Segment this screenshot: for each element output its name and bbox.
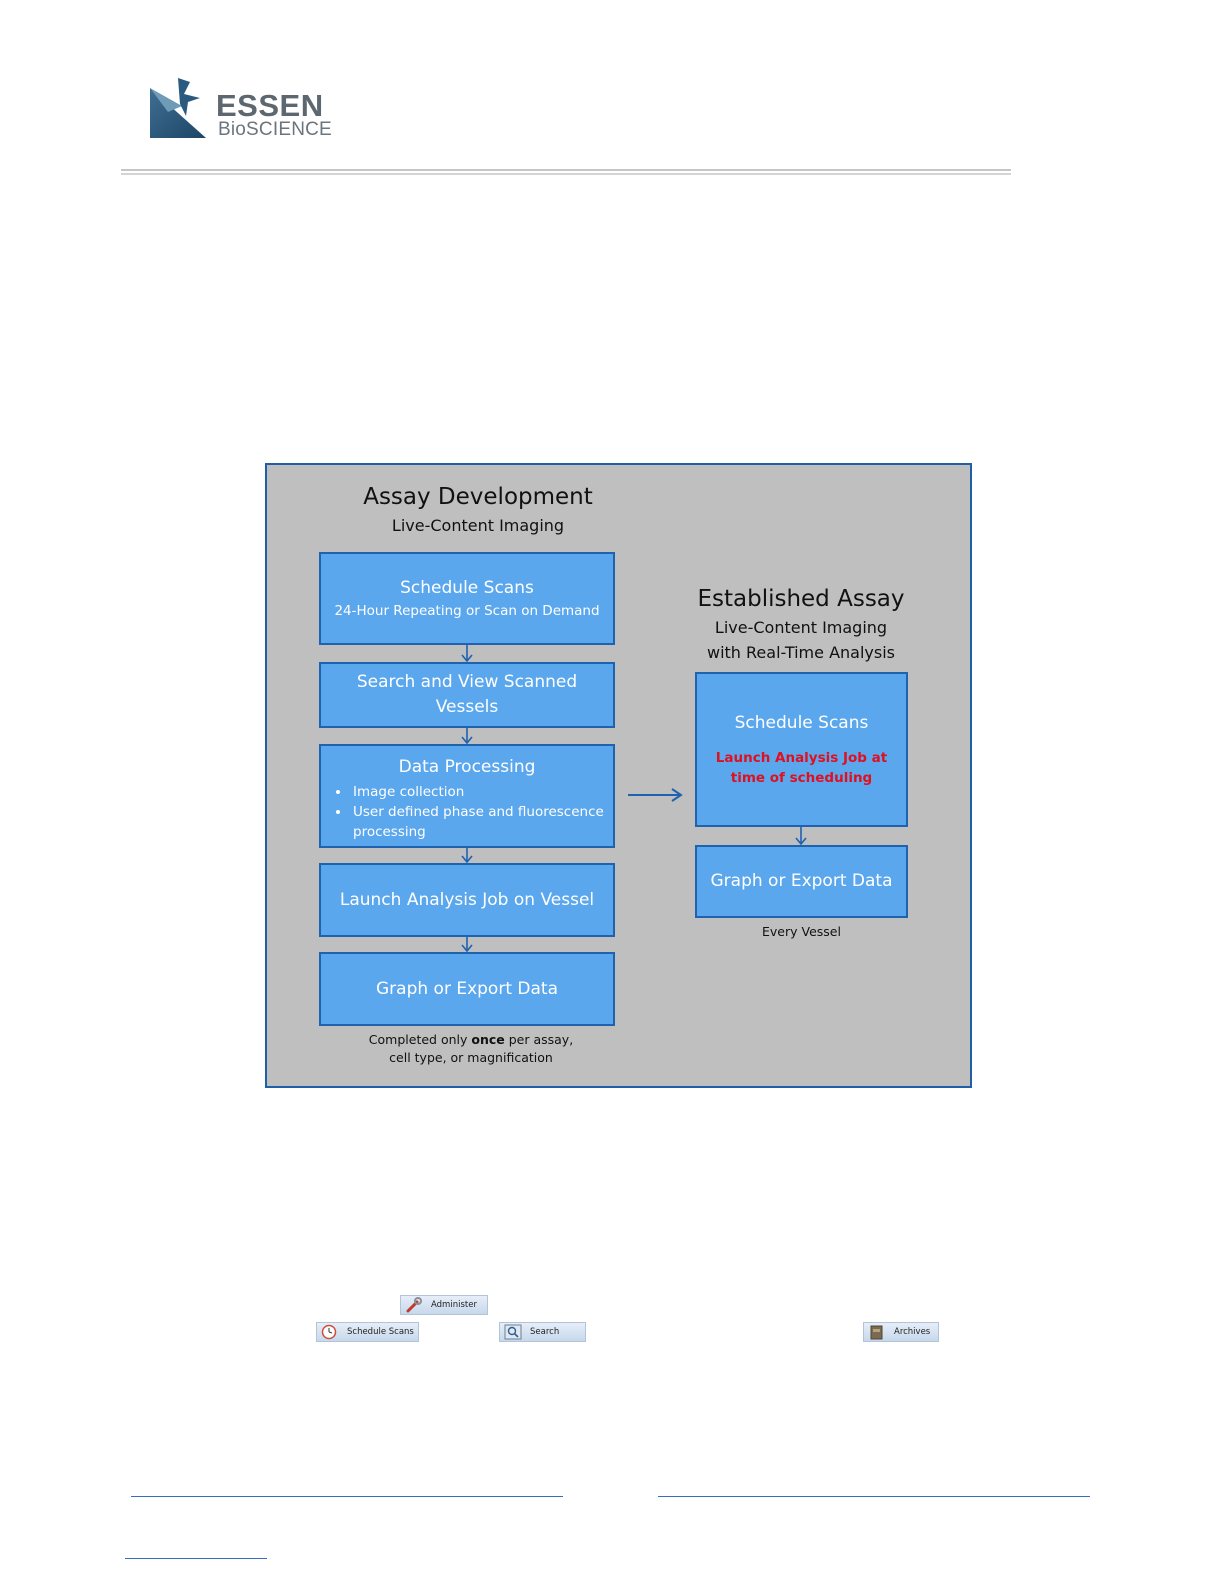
wrench-icon xyxy=(405,1297,423,1313)
button-label: Archives xyxy=(894,1327,931,1337)
left-column-title: Assay Development xyxy=(363,484,593,510)
step-schedule-scans xyxy=(319,552,615,645)
step-highlight: Launch Analysis Job at time of scheduling xyxy=(715,750,888,786)
schedule-scans-button[interactable] xyxy=(316,1322,419,1342)
right-column-subtitle: with Real-Time Analysis xyxy=(707,643,895,662)
step-bullets xyxy=(321,782,613,842)
right-column-subtitle: Live-Content Imaging xyxy=(714,618,888,637)
footer-rule-left xyxy=(131,1496,563,1497)
right-column-title: Established Assay xyxy=(697,586,905,612)
header-rule-secondary xyxy=(121,173,1011,175)
archives-button[interactable] xyxy=(863,1322,939,1342)
step-graph-export xyxy=(319,952,615,1026)
step-detail: 24-Hour Repeating or Scan on Demand xyxy=(334,603,600,619)
footer-rule-right xyxy=(658,1496,1090,1497)
note-text: Completed only xyxy=(368,1032,472,1047)
button-label: Administer xyxy=(431,1300,477,1310)
header-rule xyxy=(121,169,1011,171)
footnote-rule xyxy=(125,1558,267,1559)
step-data-processing xyxy=(319,744,615,848)
logo-word-bioscience: BioSCIENCE xyxy=(218,119,332,140)
archive-icon xyxy=(868,1324,886,1340)
note-text: cell type, or magnification xyxy=(389,1050,553,1065)
step-title: Launch Analysis Job on Vessel xyxy=(339,889,595,910)
bullet-item: • User defined phase and fluorescence processing xyxy=(351,802,613,842)
step-title: Graph or Export Data xyxy=(376,978,558,999)
step-title: Search and View Scanned Vessels xyxy=(356,672,578,717)
magnifier-image-icon xyxy=(504,1324,522,1340)
left-column-subtitle: Live-Content Imaging xyxy=(391,516,565,535)
clock-icon xyxy=(321,1324,339,1340)
company-logo xyxy=(148,76,358,142)
logo-mark-icon xyxy=(148,76,212,140)
search-button[interactable] xyxy=(499,1322,586,1342)
step-launch-analysis xyxy=(319,863,615,937)
logo-word-essen: ESSEN xyxy=(216,88,324,123)
note-emphasis: once xyxy=(471,1032,505,1047)
note-text: per assay, xyxy=(504,1032,574,1047)
button-label: Search xyxy=(530,1327,560,1337)
step-title: Graph or Export Data xyxy=(710,871,893,891)
right-column-note: Every Vessel xyxy=(762,924,841,939)
step-title: Schedule Scans xyxy=(400,578,534,598)
step-graph-export-established xyxy=(695,845,908,918)
step-title: Schedule Scans xyxy=(734,713,869,733)
button-label: Schedule Scans xyxy=(347,1327,414,1337)
step-search-view xyxy=(319,662,615,728)
left-column-note xyxy=(319,1031,623,1067)
administer-button[interactable] xyxy=(400,1295,488,1315)
step-schedule-scans-established xyxy=(695,672,908,827)
bullet-item: • Image collection xyxy=(351,782,613,802)
step-title: Data Processing xyxy=(398,757,536,777)
